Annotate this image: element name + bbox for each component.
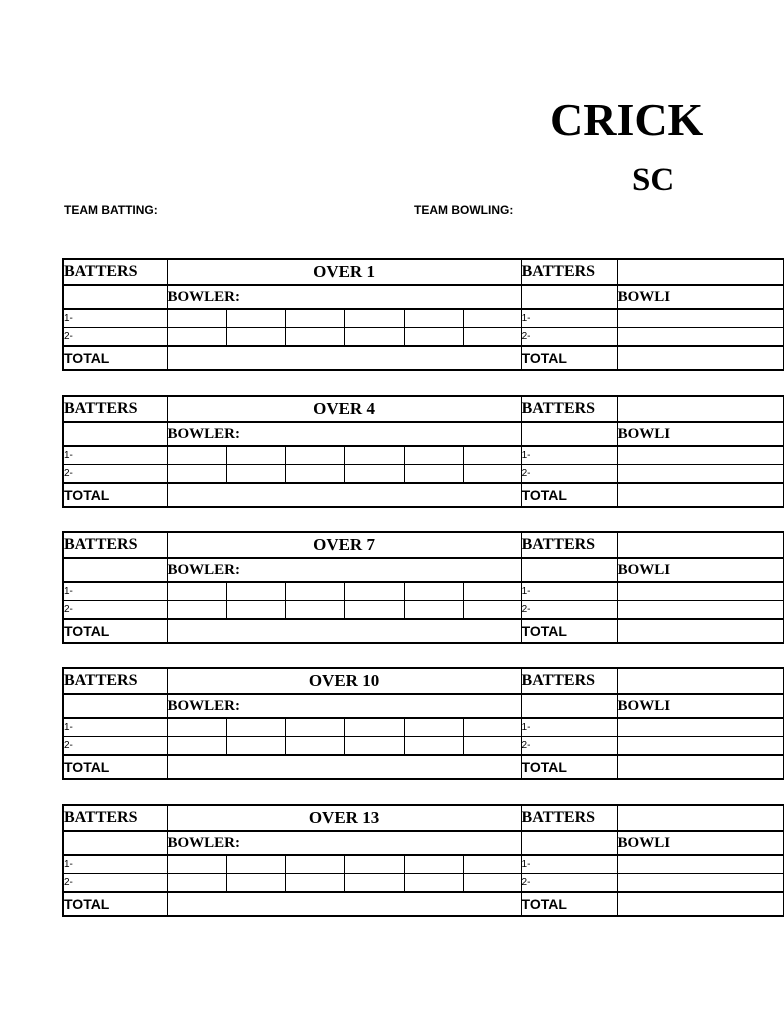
ball-cell[interactable]: [463, 855, 521, 874]
ball-cell[interactable]: [167, 465, 226, 484]
total-cell[interactable]: [617, 619, 783, 643]
ball-cell[interactable]: [285, 582, 344, 601]
batter-blank-cell[interactable]: [521, 422, 617, 446]
bowler-label: BOWLER:: [167, 694, 521, 718]
bowler-label: BOWLER:: [167, 831, 521, 855]
over-block-3: [62, 531, 782, 649]
ball-cell[interactable]: [285, 718, 344, 737]
total-cell[interactable]: [617, 892, 783, 916]
ball-cell[interactable]: [167, 309, 226, 328]
batter-1-label: 1-: [63, 855, 167, 874]
total-cell[interactable]: [617, 483, 783, 507]
over-title: OVER 13: [167, 805, 521, 831]
batters-header: BATTERS: [63, 532, 167, 558]
batter-blank-cell[interactable]: [63, 831, 167, 855]
batters-header: BATTERS: [521, 668, 617, 694]
ball-cell[interactable]: [617, 855, 783, 874]
over-table: [62, 258, 784, 371]
ball-cell[interactable]: [226, 874, 285, 893]
ball-cell[interactable]: [404, 718, 463, 737]
ball-cell[interactable]: [404, 737, 463, 756]
batter-1-label: 1-: [521, 446, 617, 465]
team-batting-label: TEAM BATTING:: [64, 203, 158, 217]
ball-cell[interactable]: [167, 328, 226, 347]
over-block-5: [62, 804, 782, 922]
ball-cell[interactable]: [463, 446, 521, 465]
ball-cell[interactable]: [404, 601, 463, 620]
ball-cell[interactable]: [285, 465, 344, 484]
ball-cell[interactable]: [344, 582, 404, 601]
total-label: TOTAL: [63, 892, 167, 916]
total-label: TOTAL: [63, 755, 167, 779]
ball-cell[interactable]: [344, 737, 404, 756]
bowler-label: BOWLI: [617, 422, 783, 446]
ball-cell[interactable]: [344, 309, 404, 328]
bowler-label: BOWLER:: [167, 558, 521, 582]
ball-cell[interactable]: [167, 737, 226, 756]
ball-cell[interactable]: [285, 328, 344, 347]
bowler-label: BOWLER:: [167, 285, 521, 309]
batters-header: BATTERS: [63, 668, 167, 694]
ball-cell[interactable]: [167, 874, 226, 893]
ball-cell[interactable]: [404, 309, 463, 328]
ball-cell[interactable]: [226, 446, 285, 465]
ball-cell[interactable]: [404, 328, 463, 347]
ball-cell[interactable]: [344, 855, 404, 874]
ball-cell[interactable]: [463, 718, 521, 737]
ball-cell[interactable]: [463, 309, 521, 328]
ball-cell[interactable]: [226, 601, 285, 620]
team-bowling-label: TEAM BOWLING:: [414, 203, 514, 217]
over-table: [62, 395, 784, 508]
ball-cell[interactable]: [226, 855, 285, 874]
ball-cell[interactable]: [404, 582, 463, 601]
ball-cell[interactable]: [285, 737, 344, 756]
ball-cell[interactable]: [226, 465, 285, 484]
bowler-label: BOWLER:: [167, 422, 521, 446]
batter-1-label: 1-: [63, 718, 167, 737]
total-cell[interactable]: [617, 755, 783, 779]
batter-2-label: 2-: [521, 601, 617, 620]
ball-cell[interactable]: [404, 855, 463, 874]
over-block-4: [62, 667, 782, 785]
batter-blank-cell[interactable]: [63, 285, 167, 309]
ball-cell[interactable]: [463, 328, 521, 347]
total-cell[interactable]: [167, 619, 521, 643]
ball-cell[interactable]: [167, 446, 226, 465]
page-subtitle: SC: [632, 162, 675, 198]
ball-cell[interactable]: [617, 465, 783, 484]
batter-blank-cell[interactable]: [521, 831, 617, 855]
ball-cell[interactable]: [463, 874, 521, 893]
over-title-cell: [617, 668, 783, 694]
batters-header: BATTERS: [63, 805, 167, 831]
total-label: TOTAL: [521, 346, 617, 370]
ball-cell[interactable]: [617, 737, 783, 756]
batter-2-label: 2-: [521, 465, 617, 484]
batter-blank-cell[interactable]: [521, 558, 617, 582]
over-title: OVER 7: [167, 532, 521, 558]
bowler-label: BOWLI: [617, 831, 783, 855]
ball-cell[interactable]: [404, 874, 463, 893]
total-label: TOTAL: [63, 483, 167, 507]
total-label: TOTAL: [63, 346, 167, 370]
batter-blank-cell[interactable]: [521, 694, 617, 718]
ball-cell[interactable]: [344, 446, 404, 465]
batter-2-label: 2-: [63, 737, 167, 756]
batter-2-label: 2-: [63, 328, 167, 347]
ball-cell[interactable]: [167, 718, 226, 737]
ball-cell[interactable]: [463, 465, 521, 484]
over-title-cell: [617, 805, 783, 831]
over-table: [62, 804, 784, 917]
bowler-label: BOWLI: [617, 558, 783, 582]
ball-cell[interactable]: [344, 718, 404, 737]
ball-cell[interactable]: [617, 309, 783, 328]
total-label: TOTAL: [521, 619, 617, 643]
batters-header: BATTERS: [521, 259, 617, 285]
total-cell[interactable]: [167, 346, 521, 370]
ball-cell[interactable]: [404, 446, 463, 465]
batter-1-label: 1-: [521, 309, 617, 328]
batters-header: BATTERS: [63, 396, 167, 422]
over-block-2: [62, 395, 782, 513]
ball-cell[interactable]: [344, 601, 404, 620]
batter-blank-cell[interactable]: [63, 558, 167, 582]
ball-cell[interactable]: [617, 582, 783, 601]
batters-header: BATTERS: [63, 259, 167, 285]
ball-cell[interactable]: [226, 737, 285, 756]
ball-cell[interactable]: [344, 465, 404, 484]
over-table: [62, 531, 784, 644]
over-title: OVER 4: [167, 396, 521, 422]
total-label: TOTAL: [521, 755, 617, 779]
total-label: TOTAL: [521, 892, 617, 916]
batter-2-label: 2-: [63, 601, 167, 620]
over-table: [62, 667, 784, 780]
ball-cell[interactable]: [617, 446, 783, 465]
ball-cell[interactable]: [226, 309, 285, 328]
ball-cell[interactable]: [404, 465, 463, 484]
batter-2-label: 2-: [521, 328, 617, 347]
batter-blank-cell[interactable]: [63, 694, 167, 718]
batter-1-label: 1-: [63, 309, 167, 328]
ball-cell[interactable]: [285, 855, 344, 874]
batters-header: BATTERS: [521, 805, 617, 831]
over-title: OVER 1: [167, 259, 521, 285]
ball-cell[interactable]: [285, 874, 344, 893]
ball-cell[interactable]: [617, 718, 783, 737]
over-block-1: [62, 258, 782, 376]
batters-header: BATTERS: [521, 396, 617, 422]
total-label: TOTAL: [521, 483, 617, 507]
batter-1-label: 1-: [521, 718, 617, 737]
ball-cell[interactable]: [617, 601, 783, 620]
total-cell[interactable]: [167, 755, 521, 779]
ball-cell[interactable]: [344, 874, 404, 893]
total-label: TOTAL: [63, 619, 167, 643]
over-title-cell: [617, 259, 783, 285]
ball-cell[interactable]: [285, 601, 344, 620]
batters-header: BATTERS: [521, 532, 617, 558]
ball-cell[interactable]: [167, 601, 226, 620]
batter-1-label: 1-: [521, 855, 617, 874]
batter-blank-cell[interactable]: [521, 285, 617, 309]
total-cell[interactable]: [167, 892, 521, 916]
ball-cell[interactable]: [285, 446, 344, 465]
bowler-label: BOWLI: [617, 285, 783, 309]
ball-cell[interactable]: [463, 582, 521, 601]
ball-cell[interactable]: [167, 855, 226, 874]
batter-blank-cell[interactable]: [63, 422, 167, 446]
batter-2-label: 2-: [521, 874, 617, 893]
over-title-cell: [617, 396, 783, 422]
total-cell[interactable]: [617, 346, 783, 370]
batter-2-label: 2-: [63, 874, 167, 893]
page-title: CRICK: [550, 94, 704, 145]
over-title-cell: [617, 532, 783, 558]
batter-2-label: 2-: [63, 465, 167, 484]
ball-cell[interactable]: [617, 328, 783, 347]
ball-cell[interactable]: [226, 582, 285, 601]
bowler-label: BOWLI: [617, 694, 783, 718]
ball-cell[interactable]: [463, 601, 521, 620]
ball-cell[interactable]: [226, 328, 285, 347]
batter-1-label: 1-: [521, 582, 617, 601]
total-cell[interactable]: [167, 483, 521, 507]
ball-cell[interactable]: [463, 737, 521, 756]
ball-cell[interactable]: [285, 309, 344, 328]
batter-2-label: 2-: [521, 737, 617, 756]
batter-1-label: 1-: [63, 446, 167, 465]
batter-1-label: 1-: [63, 582, 167, 601]
ball-cell[interactable]: [344, 328, 404, 347]
ball-cell[interactable]: [167, 582, 226, 601]
ball-cell[interactable]: [617, 874, 783, 893]
over-title: OVER 10: [167, 668, 521, 694]
ball-cell[interactable]: [226, 718, 285, 737]
